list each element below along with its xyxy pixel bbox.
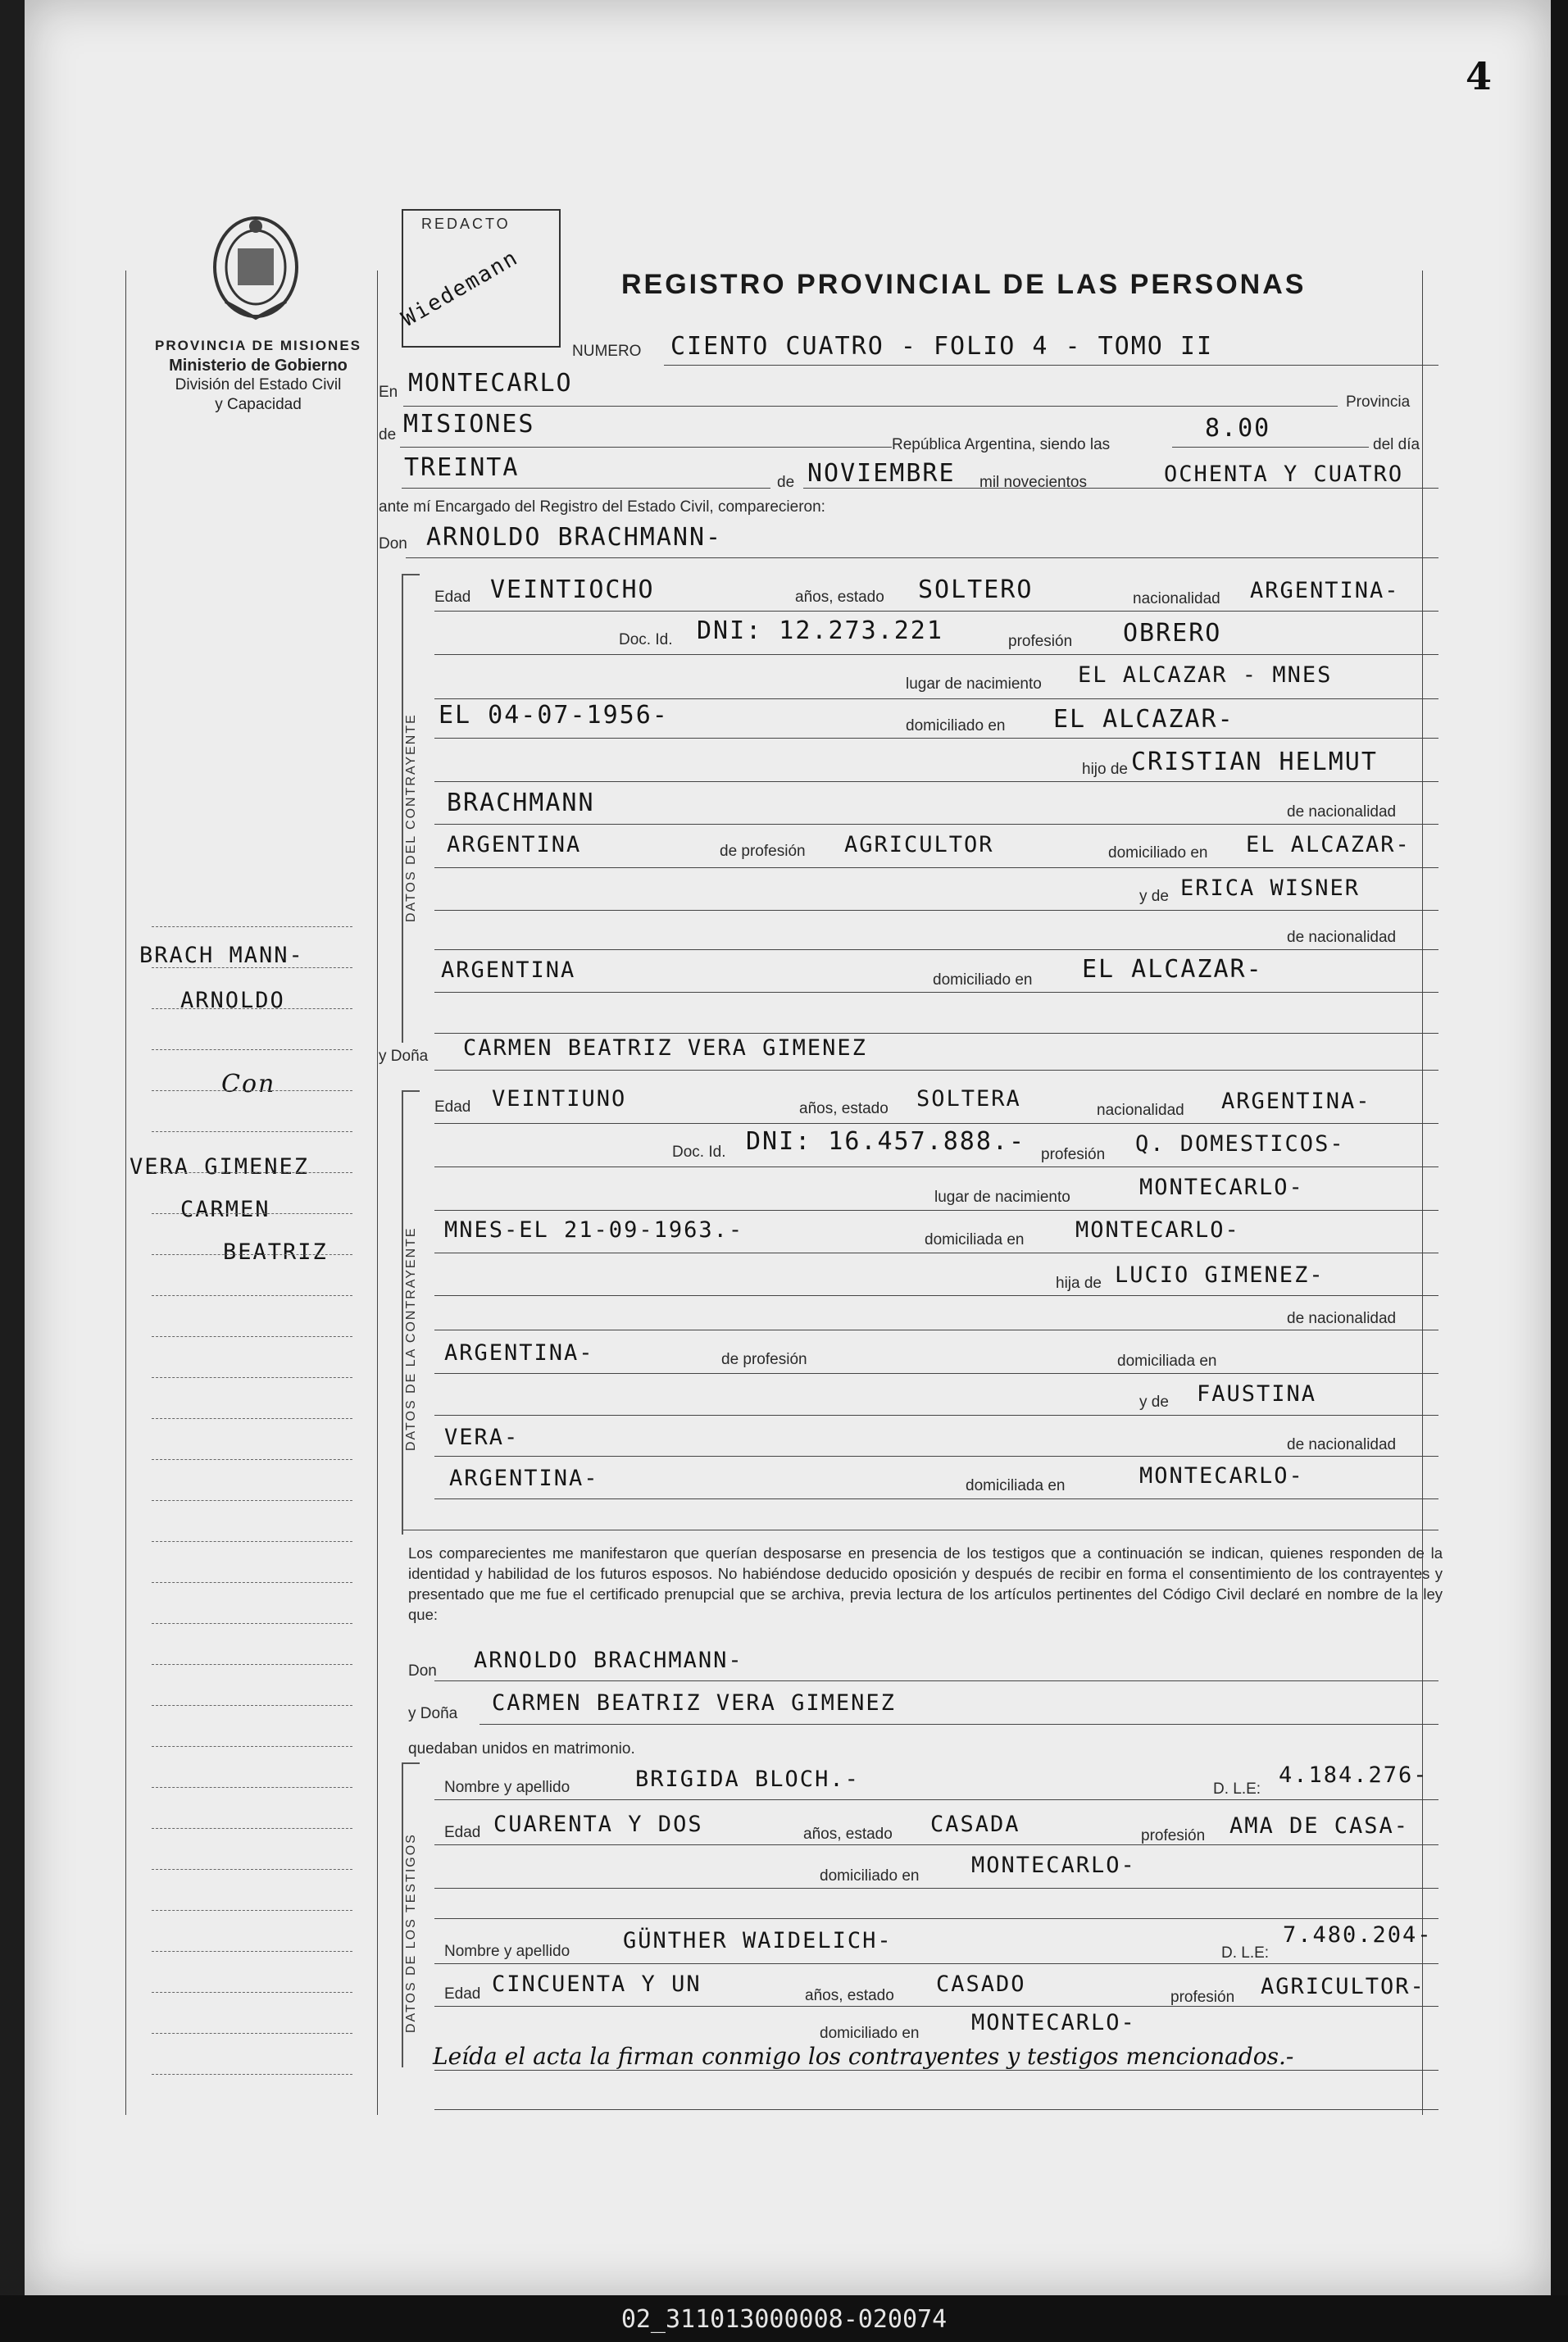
section-label-contrayente: DATOS DEL CONTRAYENTE — [404, 713, 418, 922]
numero-value: CIENTO CUATRO - FOLIO 4 - TOMO II — [670, 332, 1214, 361]
doc-label: Doc. Id. — [619, 631, 673, 648]
madre-1-nacionalidad: ARGENTINA — [441, 957, 576, 983]
margin-dash — [152, 1172, 352, 1173]
testigo-2-name: GÜNTHER WAIDELICH- — [623, 1928, 893, 1953]
doc-2-value: DNI: 16.457.888.- — [746, 1127, 1026, 1156]
en-label: En — [379, 384, 398, 401]
margin-dash — [152, 2033, 352, 2034]
ante-label: ante mí Encargado del Registro del Estado Civil, comparecieron: — [379, 498, 825, 516]
domiciliado-en-label-2: domiciliado en — [933, 971, 1033, 989]
edad-label-2: Edad — [434, 1098, 471, 1116]
testigo-2-edad: CINCUENTA Y UN — [492, 1971, 702, 1997]
domicilio-2-value: MONTECARLO- — [1075, 1217, 1240, 1243]
stamp-label: REDACTO — [421, 216, 511, 232]
margin-dash — [152, 1910, 352, 1911]
estado-1-value: SOLTERO — [918, 575, 1034, 604]
profesion-1-value: OBRERO — [1123, 619, 1222, 648]
union-don-name: ARNOLDO BRACHMANN- — [474, 1648, 743, 1673]
de-profesion-label-2: de profesión — [721, 1351, 807, 1368]
margin-dash — [152, 1541, 352, 1542]
margin-dash — [152, 1418, 352, 1419]
fecha-2-value: MNES-EL 21-09-1963.- — [444, 1217, 744, 1243]
y-de-label: y de — [1139, 888, 1169, 905]
margin-dash — [152, 1951, 352, 1952]
domiciliado-label-t1: domiciliado en — [820, 1867, 920, 1885]
edad-label-t2: Edad — [444, 1985, 481, 2003]
margin-frame-line — [377, 271, 378, 2115]
margin-dash — [152, 1336, 352, 1337]
contrayente-1-name: ARNOLDO BRACHMANN- — [426, 523, 723, 552]
testigo-2-estado: CASADO — [936, 1971, 1026, 1997]
margin-dash — [152, 1828, 352, 1829]
nacionalidad-2-value: ARGENTINA- — [1221, 1089, 1371, 1114]
margin-dash — [152, 1459, 352, 1460]
de-nacionalidad-label-3: de nacionalidad — [1287, 1310, 1397, 1327]
division-name: División del Estado Civil — [175, 376, 342, 393]
padre-2-nacionalidad: ARGENTINA- — [444, 1340, 594, 1366]
padre-1-profesion: AGRICULTOR — [844, 832, 994, 857]
edad-label: Edad — [434, 589, 471, 606]
anos-label-t2: años, estado — [805, 1987, 894, 2004]
lugar-label-2: lugar de nacimiento — [934, 1189, 1070, 1206]
anos-label-t1: años, estado — [803, 1826, 893, 1843]
hijo-label: hijo de — [1082, 761, 1128, 778]
margin-dash — [152, 1500, 352, 1501]
nacionalidad-label: nacionalidad — [1133, 590, 1220, 607]
domiciliado-label-t2: domiciliado en — [820, 2025, 920, 2042]
profesion-2-value: Q. DOMESTICOS- — [1135, 1131, 1345, 1157]
madre-1-value: ERICA WISNER — [1180, 875, 1361, 901]
margin-dash — [152, 1992, 352, 1993]
union-dona-name: CARMEN BEATRIZ VERA GIMENEZ — [492, 1690, 896, 1716]
de-nacionalidad-label-2: de nacionalidad — [1287, 929, 1397, 946]
profesion-label-2: profesión — [1041, 1146, 1106, 1163]
anio-value: OCHENTA Y CUATRO — [1164, 462, 1404, 487]
profesion-label-t2: profesión — [1170, 1989, 1235, 2006]
localidad-value: MONTECARLO — [408, 369, 573, 398]
madre-2-value: FAUSTINA — [1197, 1381, 1317, 1407]
edad-1-value: VEINTIOCHO — [490, 575, 655, 604]
domicilio-1-value: EL ALCAZAR- — [1053, 705, 1234, 734]
y-de-label-2: y de — [1139, 1394, 1169, 1411]
domiciliada-label: domiciliada en — [925, 1231, 1025, 1248]
section-label-contrayente-2: DATOS DE LA CONTRAYENTE — [404, 1226, 418, 1451]
declaration-paragraph: Los comparecientes me manifestaron que querían desposarse en presencia de los testigos que a continuación se indican, quienes responden de la identidad y habilidad de los futuros esposos. No habiéndose deducido oposición y después de recibir en forma el consentimiento de los contrayentes y presentado que me fue el certificado prenupcial que se archiva, previa lectura de los artículos pertinentes del Código Civil declaré en nombre de la ley que: — [408, 1544, 1443, 1623]
doc-1-value: DNI: 12.273.221 — [697, 616, 943, 645]
don-label-2: Don — [408, 1662, 437, 1680]
profesion-label: profesión — [1008, 633, 1073, 650]
madre-2-domicilio: MONTECARLO- — [1139, 1463, 1304, 1489]
left-frame-line — [125, 271, 126, 2115]
margin-dash — [152, 967, 352, 968]
domiciliado-en-label: domiciliado en — [1108, 844, 1208, 862]
testigo-1-doc: 4.184.276- — [1279, 1762, 1429, 1788]
division-name-2: y Capacidad — [215, 396, 302, 413]
profesion-label-t1: profesión — [1141, 1827, 1206, 1844]
de-nacionalidad-label: de nacionalidad — [1287, 803, 1397, 821]
margin-line-2: ARNOLDO — [180, 988, 285, 1013]
margin-dash — [152, 1008, 352, 1009]
fecha-1-value: EL 04-07-1956- — [439, 701, 669, 730]
dona-label-2: y Doña — [408, 1705, 458, 1722]
margin-line-1: BRACH MANN- — [139, 943, 304, 968]
margin-dash — [152, 1254, 352, 1255]
nacionalidad-1-value: ARGENTINA- — [1250, 578, 1400, 603]
testigo-2-domicilio: MONTECARLO- — [971, 2010, 1136, 2035]
issuer-block — [107, 336, 410, 415]
hija-label: hija de — [1056, 1275, 1102, 1292]
madre-2-apellido: VERA- — [444, 1425, 520, 1450]
margin-dash — [152, 1664, 352, 1665]
margin-line-3: Con — [221, 1070, 276, 1098]
dle-label: D. L.E: — [1213, 1780, 1261, 1798]
lugar-2-value: MONTECARLO- — [1139, 1175, 1304, 1200]
testigo-2-doc: 7.480.204- — [1283, 1922, 1433, 1948]
margin-dash — [152, 1869, 352, 1870]
madre-1-domicilio: EL ALCAZAR- — [1082, 955, 1263, 984]
stamp-signature: Wiedemann — [398, 245, 523, 332]
margin-dash — [152, 926, 352, 927]
mil-label: mil novecientos — [979, 474, 1087, 491]
page-number: 4 — [1466, 54, 1493, 98]
contrayente-2-name: CARMEN BEATRIZ VERA GIMENEZ — [463, 1035, 867, 1061]
margin-dash — [152, 1131, 352, 1132]
madre-2-nacionalidad: ARGENTINA- — [449, 1466, 599, 1491]
de-nacionalidad-label-4: de nacionalidad — [1287, 1436, 1397, 1453]
margin-dash — [152, 1705, 352, 1706]
margin-line-5: CARMEN — [180, 1197, 270, 1222]
domicilio-label: domiciliado en — [906, 717, 1006, 734]
estado-2-value: SOLTERA — [916, 1086, 1021, 1112]
margin-dash — [152, 1787, 352, 1788]
province-name: PROVINCIA DE MISIONES — [154, 338, 361, 353]
margin-dash — [152, 2074, 352, 2075]
margin-dash — [152, 1582, 352, 1583]
nacionalidad-label-2: nacionalidad — [1097, 1102, 1184, 1119]
padre-1-value: CRISTIAN HELMUT — [1131, 748, 1378, 776]
testigo-2-profesion: AGRICULTOR- — [1261, 1974, 1425, 1999]
testigo-1-edad: CUARENTA Y DOS — [493, 1812, 703, 1837]
provincia-value: MISIONES — [403, 410, 535, 439]
domiciliada-en-label-2: domiciliada en — [1117, 1353, 1217, 1370]
padre-2-value: LUCIO GIMENEZ- — [1115, 1262, 1325, 1288]
don-label: Don — [379, 535, 407, 553]
edad-2-value: VEINTIUNO — [492, 1086, 627, 1112]
lugar-label: lugar de nacimiento — [906, 675, 1042, 693]
testigo-1-name: BRIGIDA BLOCH.- — [635, 1767, 860, 1792]
de-profesion-label: de profesión — [720, 843, 806, 860]
lugar-1-value: EL ALCAZAR - MNES — [1078, 662, 1333, 688]
provincial-seal-icon — [209, 211, 303, 326]
testigo-1-estado: CASADA — [930, 1812, 1020, 1837]
nombre-label-2: Nombre y apellido — [444, 1943, 570, 1960]
margin-dash — [152, 1213, 352, 1214]
provincia-label: Provincia — [1346, 393, 1411, 411]
margin-line-4: VERA GIMENEZ — [130, 1154, 310, 1180]
margin-dash — [152, 1623, 352, 1624]
nombre-label: Nombre y apellido — [444, 1779, 570, 1796]
de-label: de — [379, 426, 397, 443]
margin-dash — [152, 1377, 352, 1378]
anos-label-2: años, estado — [799, 1100, 889, 1117]
dia-value: TREINTA — [404, 453, 520, 482]
padre-1-apellido: BRACHMANN — [447, 789, 595, 817]
dona-label: y Doña — [379, 1048, 429, 1065]
padre-1-nacionalidad: ARGENTINA — [447, 832, 582, 857]
right-frame-line — [1422, 271, 1423, 2115]
image-caption: 02_311013000008-020074 — [620, 2305, 948, 2334]
de-mes-label: de — [777, 474, 795, 491]
redacto-stamp — [398, 209, 561, 348]
doc-label-2: Doc. Id. — [672, 1144, 726, 1161]
document-title: REGISTRO PROVINCIAL DE LAS PERSONAS — [621, 269, 1307, 300]
numero-label: NUMERO — [572, 343, 642, 360]
del-dia-label: del día — [1373, 436, 1420, 453]
testigo-1-profesion: AMA DE CASA- — [1229, 1813, 1410, 1839]
anos-label: años, estado — [795, 589, 884, 606]
margin-dash — [152, 1746, 352, 1747]
register-page — [25, 0, 1551, 2295]
margin-dash — [152, 1049, 352, 1050]
margin-line-6: BEATRIZ — [223, 1239, 328, 1265]
dle-label-2: D. L.E: — [1221, 1944, 1270, 1962]
closing-note: Leída el acta la firman conmigo los contrayentes y testigos mencionados.- — [433, 2043, 1294, 2070]
margin-dash — [152, 1295, 352, 1296]
testigo-1-domicilio: MONTECARLO- — [971, 1853, 1136, 1878]
padre-1-domicilio: EL ALCAZAR- — [1246, 832, 1411, 857]
hora-value: 8.00 — [1205, 414, 1271, 443]
section-label-testigos: DATOS DE LOS TESTIGOS — [404, 1833, 418, 2033]
mes-value: NOVIEMBRE — [807, 459, 956, 488]
domiciliada-en-label-3: domiciliada en — [966, 1477, 1066, 1494]
republica-label: República Argentina, siendo las — [892, 436, 1111, 453]
edad-label-t1: Edad — [444, 1824, 481, 1841]
book-spine — [0, 0, 25, 2295]
ministry-name: Ministerio de Gobierno — [169, 357, 348, 375]
quedaban-label: quedaban unidos en matrimonio. — [408, 1740, 635, 1758]
margin-dash — [152, 1090, 352, 1091]
